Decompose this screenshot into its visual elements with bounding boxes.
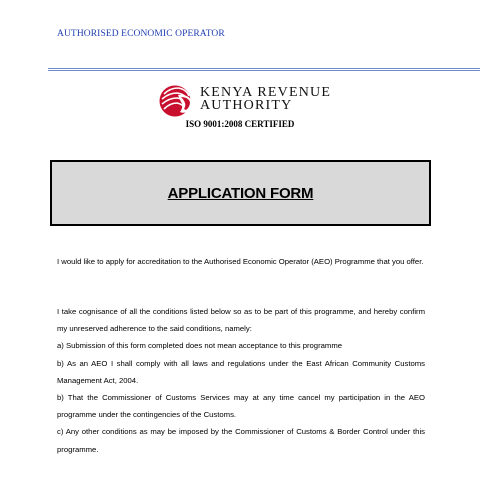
condition-item: b) As an AEO I shall comply with all laws and regulations under the East African Community Customs Management Act, 2004. bbox=[57, 358, 425, 385]
form-title-box bbox=[50, 160, 431, 226]
conditions-paragraph bbox=[57, 303, 425, 458]
logo-name-line2: AUTHORITY bbox=[200, 98, 293, 113]
header-org-text: AUTHORISED ECONOMIC OPERATOR bbox=[57, 29, 225, 39]
condition-item: c) Any other conditions as may be imposed by the Commissioner of Customs & Border Control under this programme. bbox=[57, 427, 425, 454]
condition-item: b) That the Commissioner of Customs Services may at any time cancel my participation in the AEO programme under the contingencies of the Customs. bbox=[57, 393, 425, 420]
certification-text: ISO 9001:2008 CERTIFIED bbox=[185, 119, 295, 129]
kra-logo bbox=[158, 84, 333, 118]
header-divider bbox=[48, 68, 480, 71]
intro-paragraph: I would like to apply for accreditation to the Authorised Economic Operator (AEO) Programme that you offer. bbox=[57, 257, 424, 266]
logo-name-line1: KENYA REVENUE bbox=[200, 85, 332, 100]
lead-text: I take cognisance of all the conditions listed below so as to be part of this programme, and hereby confirm my unreserved adherence to the said conditions, namely: bbox=[57, 307, 425, 334]
condition-item: a) Submission of this form completed does not mean acceptance to this programme bbox=[57, 341, 343, 351]
lion-icon bbox=[158, 84, 198, 118]
form-title: APPLICATION FORM bbox=[167, 184, 314, 202]
